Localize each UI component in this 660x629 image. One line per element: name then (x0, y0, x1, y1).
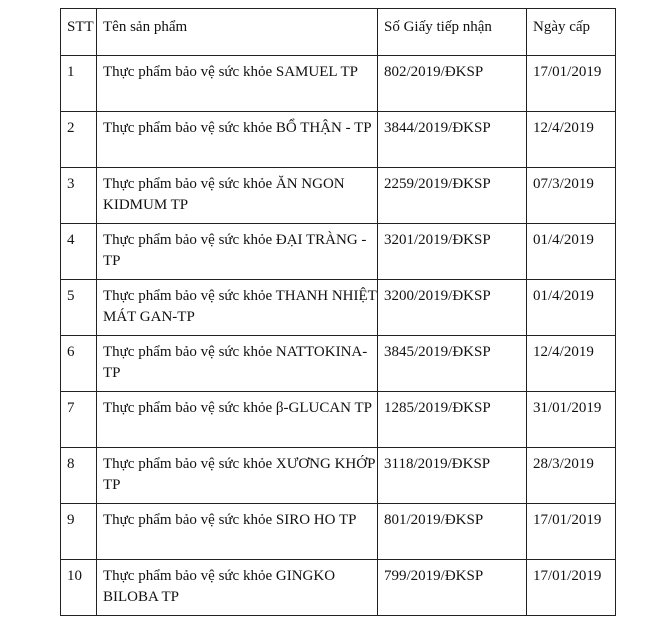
header-certificate-number: Số Giấy tiếp nhận (378, 9, 527, 56)
cell-stt: 10 (61, 560, 97, 616)
cell-stt: 9 (61, 504, 97, 560)
cell-stt: 2 (61, 112, 97, 168)
table-row (61, 336, 616, 392)
table-row (61, 56, 616, 112)
table-row (61, 168, 616, 224)
cell-stt: 4 (61, 224, 97, 280)
cell-certificate-number: 3844/2019/ĐKSP (378, 112, 527, 168)
cell-product-name: Thực phẩm bảo vệ sức khỏe SIRO HO TP (97, 504, 378, 560)
table-header-row (61, 9, 616, 56)
cell-product-name: Thực phẩm bảo vệ sức khỏe BỔ THẬN - TP (97, 112, 378, 168)
cell-issue-date: 07/3/2019 (527, 168, 616, 224)
cell-stt: 5 (61, 280, 97, 336)
table-row (61, 392, 616, 448)
table-row (61, 112, 616, 168)
cell-product-name: Thực phẩm bảo vệ sức khỏe GINGKO BILOBA TP (97, 560, 378, 616)
header-issue-date: Ngày cấp (527, 9, 616, 56)
cell-certificate-number: 3200/2019/ĐKSP (378, 280, 527, 336)
cell-issue-date: 12/4/2019 (527, 112, 616, 168)
table-row (61, 504, 616, 560)
cell-certificate-number: 3118/2019/ĐKSP (378, 448, 527, 504)
cell-stt: 8 (61, 448, 97, 504)
table-row (61, 280, 616, 336)
cell-stt: 3 (61, 168, 97, 224)
cell-issue-date: 31/01/2019 (527, 392, 616, 448)
cell-certificate-number: 1285/2019/ĐKSP (378, 392, 527, 448)
cell-issue-date: 12/4/2019 (527, 336, 616, 392)
cell-issue-date: 17/01/2019 (527, 56, 616, 112)
product-table (60, 8, 616, 616)
cell-product-name: Thực phẩm bảo vệ sức khỏe β-GLUCAN TP (97, 392, 378, 448)
cell-product-name: Thực phẩm bảo vệ sức khỏe THANH NHIỆT MÁT GAN-TP (97, 280, 378, 336)
cell-product-name: Thực phẩm bảo vệ sức khỏe ĐẠI TRÀNG - TP (97, 224, 378, 280)
cell-product-name: Thực phẩm bảo vệ sức khỏe SAMUEL TP (97, 56, 378, 112)
cell-certificate-number: 801/2019/ĐKSP (378, 504, 527, 560)
cell-issue-date: 28/3/2019 (527, 448, 616, 504)
cell-certificate-number: 802/2019/ĐKSP (378, 56, 527, 112)
cell-stt: 6 (61, 336, 97, 392)
cell-stt: 7 (61, 392, 97, 448)
cell-product-name: Thực phẩm bảo vệ sức khỏe NATTOKINA-TP (97, 336, 378, 392)
cell-certificate-number: 2259/2019/ĐKSP (378, 168, 527, 224)
cell-issue-date: 17/01/2019 (527, 504, 616, 560)
header-product-name: Tên sản phẩm (97, 9, 378, 56)
cell-issue-date: 17/01/2019 (527, 560, 616, 616)
cell-certificate-number: 3845/2019/ĐKSP (378, 336, 527, 392)
table-row (61, 448, 616, 504)
cell-issue-date: 01/4/2019 (527, 280, 616, 336)
header-stt: STT (61, 9, 97, 56)
cell-product-name: Thực phẩm bảo vệ sức khỏe ĂN NGON KIDMUM TP (97, 168, 378, 224)
cell-certificate-number: 3201/2019/ĐKSP (378, 224, 527, 280)
cell-product-name: Thực phẩm bảo vệ sức khỏe XƯƠNG KHỚP TP (97, 448, 378, 504)
table-row (61, 224, 616, 280)
table-row (61, 560, 616, 616)
cell-issue-date: 01/4/2019 (527, 224, 616, 280)
cell-certificate-number: 799/2019/ĐKSP (378, 560, 527, 616)
cell-stt: 1 (61, 56, 97, 112)
